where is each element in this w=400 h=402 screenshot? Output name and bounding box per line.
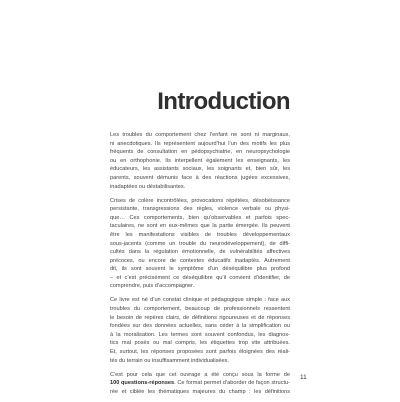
text-line: fondées sur des données actuelles, sans céder à la simplification ou bbox=[110, 323, 290, 330]
text-line: ni anecdotiques. Ils représentent aujourd’hui l’un des motifs les plus bbox=[110, 140, 290, 147]
page-number: 11 bbox=[300, 374, 307, 381]
text-line: inadaptées ou déstabilisantes. bbox=[110, 183, 186, 190]
text-line: parents, souvent démunis face à des réactions jugées excessives, bbox=[110, 174, 290, 181]
text-line-with-bold bbox=[110, 379, 290, 388]
text-line: sous-jacents (comme un trouble du neurodéveloppement), de diffi- bbox=[110, 240, 290, 247]
text-line: C’est pour cela que cet ouvrage a été conçu sous la forme de bbox=[110, 371, 290, 378]
text-line: à la moralisation. Les termes sont souvent confondus, les diagnos- bbox=[110, 331, 290, 338]
chapter-title: Introduction bbox=[157, 88, 290, 115]
text-line: Les troubles du comportement chez l’enfant ne sont ni marginaux, bbox=[110, 132, 290, 138]
body-text bbox=[110, 131, 290, 402]
text-line: troubles du comportement, beaucoup de professionnels ressentent bbox=[110, 306, 290, 313]
text-line: ou en orthophonie. Ils interpellent également les enseignants, les bbox=[110, 157, 290, 164]
text-line: Ce livre est né d’un constat clinique et pédagogique simple : face aux bbox=[110, 297, 290, 304]
text-line: tés du terrain ou insuffisamment individualisées. bbox=[110, 357, 229, 364]
paragraph-2 bbox=[110, 197, 290, 292]
text-line: cultés dans la régulation émotionnelle, de vulnérabilités affectives bbox=[110, 249, 290, 256]
text-line: éducateurs, les assistants sociaux, les soignants et, bien sûr, les bbox=[110, 166, 290, 173]
text-line: précoces, ou encore de contextes éducatifs inadaptés. Autrement bbox=[110, 257, 290, 264]
text-line: que… Ces comportements, bien qu’observables et parfois spec- bbox=[110, 214, 290, 221]
text-line: Et, surtout, les réponses proposées sont parfois éloignées des réali- bbox=[110, 349, 290, 356]
paragraph-4 bbox=[110, 371, 290, 397]
paragraph-3 bbox=[110, 296, 290, 365]
text-line: – et c’est précisément ce déséquilibre qu’il convient d’identifier, de bbox=[110, 274, 290, 281]
text-run: . Ce format permet d’aborder de façon structu- bbox=[174, 380, 290, 387]
text-line: persistante, transgressions des règles, violence verbale ou physi- bbox=[110, 206, 290, 213]
text-line: être les manifestations visibles de troubles développementaux bbox=[110, 231, 290, 238]
text-line: comprendre, puis d’accompagner. bbox=[110, 283, 195, 290]
text-line: tics mal posés ou mal compris, les étiquettes trop vite attribuées. bbox=[110, 340, 290, 347]
paragraph-1 bbox=[110, 131, 290, 191]
text-line: taculaires, ne sont en eux-mêmes que la partie émergée. Ils peuvent bbox=[110, 223, 290, 230]
text-line: fréquents de consultation en pédopsychiatrie, en neuropsychologie bbox=[110, 149, 290, 156]
bold-phrase: 100 questions-réponses bbox=[110, 380, 175, 387]
text-line: dit, ils sont souvent le symptôme d’un déséquilibre plus profond bbox=[110, 266, 290, 273]
text-line: rée et ciblée les thématiques majeures du champ : les définitions bbox=[110, 388, 290, 395]
text-line: Crises de colère incontrôlées, provocations répétées, désobéissance bbox=[110, 197, 290, 204]
text-line: le besoin de repères clairs, de définitions rigoureuses et de réponses bbox=[110, 314, 290, 321]
